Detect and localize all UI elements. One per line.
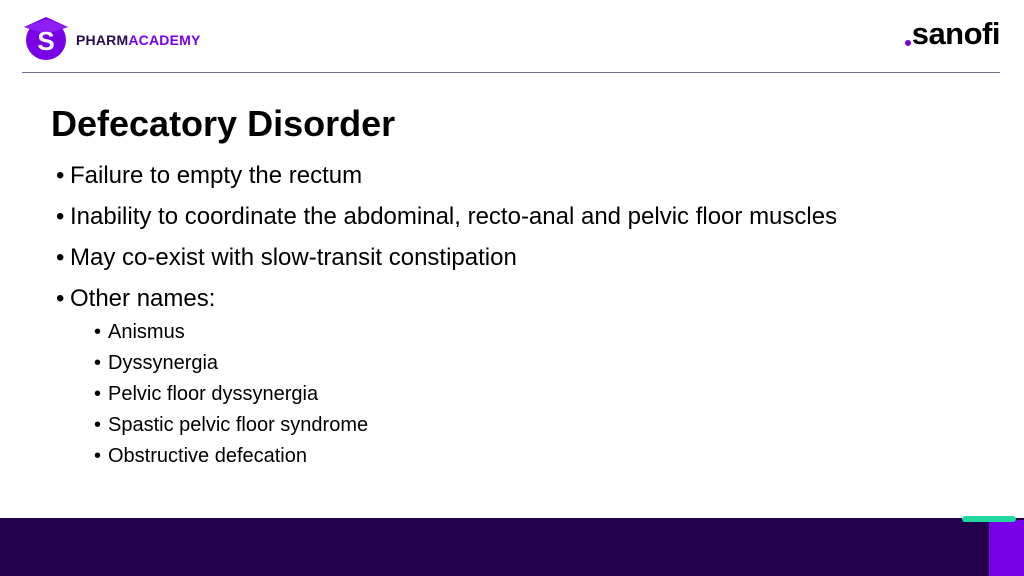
sanofi-wordmark: sanofi — [911, 16, 1000, 51]
sub-bullet-item — [94, 413, 368, 444]
sub-bullet-dot: • — [94, 414, 102, 436]
sub-bullet-dot: • — [94, 321, 102, 343]
logo-letter: S — [37, 26, 55, 56]
bullet-dot: • — [56, 285, 65, 312]
sub-bullet-text: Spastic pelvic floor syndrome — [108, 414, 369, 436]
footer-accent-purple — [989, 520, 1024, 576]
bullet-item — [56, 162, 837, 203]
bullet-dot: • — [56, 203, 65, 230]
bullet-text: Failure to empty the rectum — [70, 162, 363, 189]
graduation-cap-s-icon — [21, 13, 71, 61]
bullet-dot: • — [56, 244, 65, 271]
bullet-dot: • — [56, 162, 65, 189]
pharmacademy-logo — [21, 13, 221, 63]
brand-academy-text: ACADEMY — [128, 32, 201, 48]
footer-accent-green — [962, 516, 1016, 522]
footer-band — [0, 518, 1024, 576]
sub-bullet-text: Pelvic floor dyssynergia — [108, 383, 319, 405]
sub-bullet-list — [94, 320, 368, 475]
sanofi-logo — [912, 18, 1000, 49]
bullet-text: Other names: — [70, 285, 216, 312]
bullet-item — [56, 244, 837, 285]
sub-bullet-dot: • — [94, 383, 102, 405]
sanofi-dot — [905, 40, 911, 46]
brand-pharm-text: PHARM — [76, 32, 129, 48]
pharmacademy-wordmark — [76, 32, 201, 48]
slide-title: Defecatory Disorder — [51, 103, 396, 144]
sub-bullet-item — [94, 320, 368, 351]
sub-bullet-item — [94, 351, 368, 382]
sub-bullet-text: Dyssynergia — [108, 352, 219, 374]
bullet-text: May co-exist with slow-transit constipation — [70, 244, 517, 271]
sub-bullet-text: Anismus — [108, 321, 185, 343]
sub-bullet-item — [94, 382, 368, 413]
sub-bullet-text: Obstructive defecation — [108, 445, 307, 467]
sub-bullet-dot: • — [94, 445, 102, 467]
sub-bullet-item — [94, 444, 368, 475]
header-divider — [22, 72, 1000, 73]
sub-bullet-dot: • — [94, 352, 102, 374]
bullet-item — [56, 203, 837, 244]
bullet-text: Inability to coordinate the abdominal, recto-anal and pelvic floor muscles — [70, 203, 838, 230]
bullet-list — [56, 162, 838, 467]
